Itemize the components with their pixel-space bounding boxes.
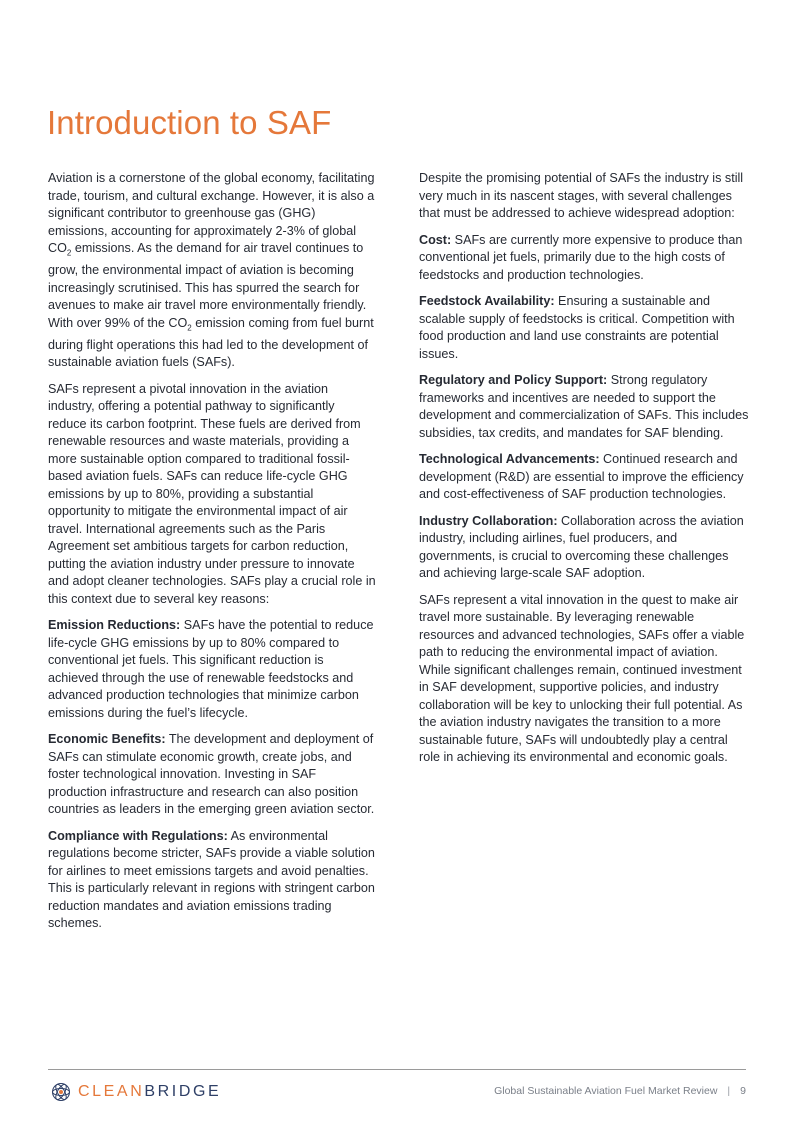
left-column bbox=[48, 170, 376, 942]
technology-heading: Technological Advancements: bbox=[419, 452, 600, 466]
technology-text: Continued research and development (R&D) are essential to improve the efficiency and cost-effectiveness of SAF production technologies. bbox=[419, 452, 744, 501]
emission-reductions-heading: Emission Reductions: bbox=[48, 618, 181, 633]
collaboration-text: Collaboration across the aviation industry, including airlines, fuel producers, and governments, is crucial to overcoming these challenges and achieving large-scale SAF adoption. bbox=[419, 513, 744, 580]
regulatory-heading: Regulatory and Policy Support: bbox=[419, 373, 608, 387]
economic-benefits-text: The development and deployment of SAFs can stimulate economic growth, create jobs, and foster technological innovation. Investing in SAF production infrastructure and research can also position countries as leaders in the emerging green aviation sector. bbox=[48, 732, 375, 817]
cost-text: SAFs are currently more expensive to produce than conventional jet fuels, primarily due to the high costs of feedstocks and production technologies. bbox=[419, 232, 743, 282]
compliance-text: As environmental regulations become stricter, SAFs provide a viable solution for airlines to meet emissions targets and avoid penalties. This is particularly relevant in regions with stringent carbon reduction mandates and aviation emissions trading schemes. bbox=[48, 828, 375, 931]
paragraph-compliance bbox=[48, 828, 376, 933]
intro-text-b: emissions. As the demand for air travel continues to grow, the environmental impact of aviation is becoming increasingly scrutinised. This has spurred the search for avenues to make air travel more environmentally friendly. With over 99% of the CO bbox=[48, 241, 367, 330]
compliance-heading: Compliance with Regulations: bbox=[48, 828, 228, 843]
logo-word-bridge: BRIDGE bbox=[144, 1083, 222, 1100]
report-title: Global Sustainable Aviation Fuel Market Review bbox=[494, 1085, 718, 1097]
intro-text-c: emission coming from fuel burnt during flight operations this had led to the development of sustainable aviation fuels (SAFs). bbox=[48, 315, 374, 370]
logo-wordmark bbox=[78, 1083, 221, 1101]
footer-separator: | bbox=[727, 1085, 731, 1097]
footer-divider bbox=[48, 1069, 746, 1070]
paragraph-challenges-intro: Despite the promising potential of SAFs the industry is still very much in its nascent stages, with several challenges that must be addressed to achieve widespread adoption: bbox=[419, 171, 744, 220]
cleanbridge-logo bbox=[51, 1081, 221, 1103]
co2-subscript: 2 bbox=[187, 323, 192, 333]
intro-text-a: Aviation is a cornerstone of the global economy, facilitating trade, tourism, and cultural exchange. However, it is also a significant contributor to greenhouse gas (GHG) emissions, accounting for approximately 2-3% of global CO bbox=[48, 171, 375, 255]
page-number: 9 bbox=[740, 1085, 746, 1097]
paragraph-regulatory bbox=[419, 372, 749, 442]
feedstock-heading: Feedstock Availability: bbox=[419, 294, 555, 308]
feedstock-text: Ensuring a sustainable and scalable supply of feedstocks is critical. Competition with food production and land use constraints are potential issues. bbox=[419, 294, 735, 361]
cleanbridge-logo-icon bbox=[51, 1082, 71, 1102]
collaboration-heading: Industry Collaboration: bbox=[419, 513, 558, 528]
cost-heading: Cost: bbox=[419, 232, 452, 247]
paragraph-cost bbox=[419, 232, 749, 285]
paragraph-saf-innovation: SAFs represent a pivotal innovation in the aviation industry, offering a potential pathway to significantly reduce its carbon footprint. These fuels are derived from renewable resources and waste materials, providing a more sustainable option compared to traditional fossil-based aviation fuels. SAFs can reduce life-cycle GHG emissions by up to 80%, providing a substantial opportunity to mitigate the environmental impact of air travel. International agreements such as the Paris Agreement set ambitious targets for carbon reduction, putting the aviation industry under pressure to innovate and adopt cleaner technologies. SAFs play a crucial role in this context due to several key reasons: bbox=[48, 381, 376, 606]
logo-word-clean: CLEAN bbox=[78, 1083, 145, 1100]
paragraph-collaboration bbox=[419, 513, 749, 583]
page-title: Introduction to SAF bbox=[47, 104, 332, 141]
paragraph-conclusion: SAFs represent a vital innovation in the quest to make air travel more sustainable. By leveraging renewable resources and advanced technologies, SAFs offer a viable path to reducing the environmental impact of aviation. While significant challenges remain, continued investment in SAF development, supportive policies, and industry collaboration will be key to unlocking their full potential. As the aviation industry navigates the transition to a more sustainable future, SAFs will undoubtedly play a central role in achieving its environmental and economic goals. bbox=[419, 592, 745, 764]
paragraph-economic-benefits bbox=[48, 731, 376, 819]
economic-benefits-heading: Economic Benefits: bbox=[48, 732, 166, 747]
right-column bbox=[419, 170, 749, 776]
paragraph-feedstock bbox=[419, 293, 749, 363]
paragraph-intro bbox=[48, 170, 376, 372]
co2-subscript: 2 bbox=[66, 248, 72, 258]
paragraph-technology bbox=[419, 451, 749, 504]
emission-reductions-text: SAFs have the potential to reduce life-cycle GHG emissions by up to 80% compared to conventional jet fuels. This significant reduction is achieved through the use of renewable feedstocks and advanced production technologies that minimize carbon emissions during the fuel’s lifecycle. bbox=[48, 618, 374, 720]
footer-info bbox=[494, 1085, 746, 1097]
paragraph-emission-reductions bbox=[48, 617, 376, 722]
regulatory-text: Strong regulatory frameworks and incentives are needed to support the development and commercialization of SAFs. This includes subsidies, tax credits, and mandates for SAF blending. bbox=[419, 373, 749, 440]
